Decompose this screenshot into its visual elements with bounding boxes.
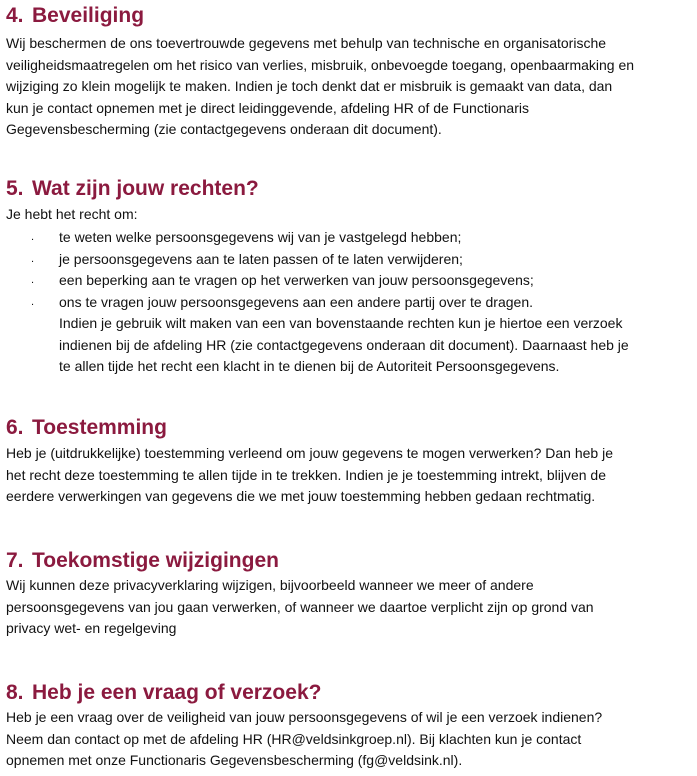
- list-item: [0, 227, 697, 249]
- text-line: Heb je een vraag over de veiligheid van jouw persoonsgegevens of wil je een verzoek indienen?: [6, 709, 603, 725]
- text-line: wijziging zo klein mogelijk te maken. Indien je toch denkt dat er misbruik is gemaakt van data, dan: [6, 78, 613, 94]
- bullet-marker: .: [31, 295, 35, 308]
- text-line: Gegevensbescherming (zie contactgegevens onderaan dit document).: [6, 121, 442, 137]
- list-item-text: te weten welke persoonsgegevens wij van je vastgelegd hebben;: [59, 229, 462, 245]
- list-item-text: een beperking aan te vragen op het verwerken van jouw persoonsgegevens;: [59, 272, 534, 288]
- text-line: privacy wet- en regelgeving: [6, 620, 177, 636]
- section-number: 4.: [6, 4, 24, 27]
- text-line: Heb je (uitdrukkelijke) toestemming verleend om jouw gegevens te mogen verwerken? Dan heb je: [6, 445, 613, 461]
- rights-list: [0, 227, 697, 313]
- section-6-body: [6, 443, 694, 508]
- list-item: [0, 270, 697, 292]
- text-line: veiligheidsmaatregelen om het risico van verlies, misbruik, onbevoegde toegang, openbaarmaking en: [6, 56, 635, 73]
- bullet-marker: .: [31, 252, 35, 265]
- section-5-followup: [59, 313, 695, 378]
- text-line: Wij beschermen de ons toevertrouwde gegevens met behulp van technische en organisatorische: [6, 35, 607, 51]
- section-4-heading: [6, 3, 144, 29]
- section-8-heading: [6, 680, 321, 706]
- section-title: Toestemming: [32, 416, 167, 439]
- section-7-body: [6, 575, 694, 640]
- text-line: opnemen met onze Functionaris Gegevensbescherming (fg@veldsink.nl).: [6, 752, 463, 768]
- section-number: 7.: [6, 549, 24, 572]
- text-line: te allen tijde het recht een klacht in te dienen bij de Autoriteit Persoonsgegevens.: [59, 358, 560, 374]
- list-item-text: je persoonsgegevens aan te laten passen of te laten verwijderen;: [59, 250, 463, 267]
- section-number: 5.: [6, 177, 24, 200]
- section-6-heading: [6, 415, 167, 441]
- text-line: Indien je gebruik wilt maken van een van bovenstaande rechten kun je hiertoe een verzoek: [59, 315, 623, 331]
- text-line: Wij kunnen deze privacyverklaring wijzigen, bijvoorbeeld wanneer we meer of andere: [6, 577, 534, 593]
- bullet-marker: .: [31, 231, 35, 243]
- text-line: indienen bij de afdeling HR (zie contactgegevens onderaan dit document). Daarnaast heb je: [59, 336, 629, 353]
- section-title: Toekomstige wijzigingen: [32, 549, 279, 572]
- section-number: 6.: [6, 416, 24, 439]
- list-item: [0, 249, 697, 271]
- section-5-heading: [6, 176, 259, 202]
- text-line: persoonsgegevens van jou gaan verwerken, of wanneer we daartoe verplicht zijn op grond van: [6, 598, 594, 615]
- list-item: [0, 292, 697, 314]
- section-title: Beveiliging: [32, 4, 145, 27]
- section-title: Heb je een vraag of verzoek?: [32, 681, 322, 704]
- section-number: 8.: [6, 681, 24, 704]
- section-title: Wat zijn jouw rechten?: [32, 177, 259, 200]
- section-7-heading: [6, 548, 279, 574]
- text-line: Je hebt het recht om:: [6, 206, 138, 222]
- bullet-marker: .: [31, 274, 35, 286]
- text-line: Neem dan contact op met de afdeling HR (HR@veldsinkgroep.nl). Bij klachten kun je contact: [6, 730, 582, 747]
- text-line: kun je contact opnemen met je direct leidinggevende, afdeling HR of de Functionaris: [6, 99, 529, 116]
- section-5-intro: [6, 204, 694, 226]
- section-8-body: [6, 707, 694, 772]
- section-4-body: [6, 33, 694, 141]
- list-item-text: ons te vragen jouw persoonsgegevens aan een andere partij over te dragen.: [59, 293, 533, 310]
- text-line: het recht deze toestemming te allen tijde in te trekken. Indien je je toestemming intrekt, blijven de: [6, 466, 606, 483]
- text-line: eerdere verwerkingen van gegevens die we met jouw toestemming hebben gedaan rechtmatig.: [6, 488, 596, 504]
